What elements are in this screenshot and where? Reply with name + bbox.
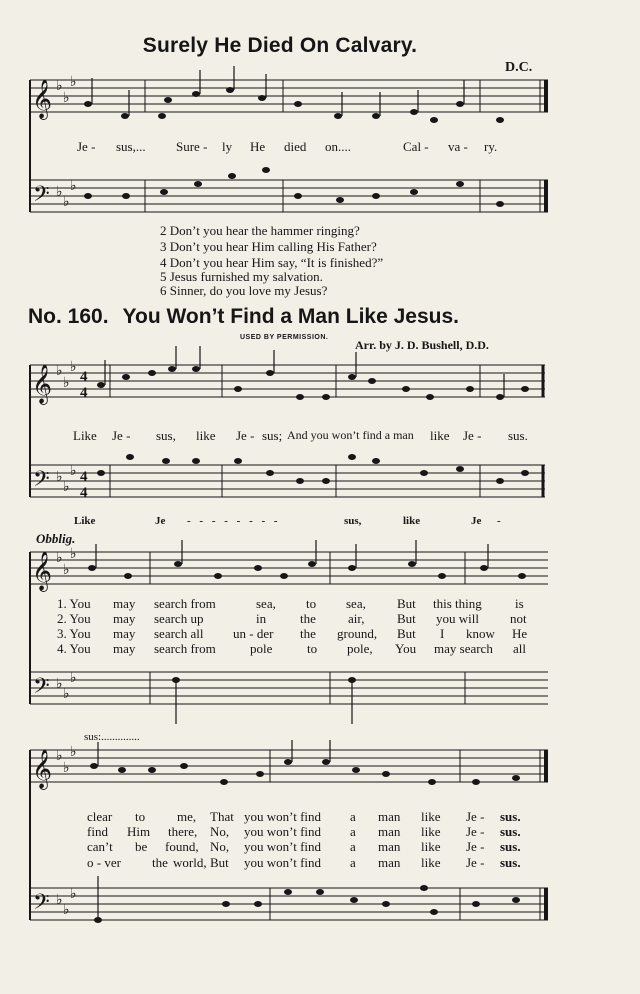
verse-1-col: to: [306, 596, 317, 611]
final-line-4: a: [350, 855, 356, 870]
verse-3-col: search all: [154, 626, 204, 641]
final-line-4: like: [421, 855, 441, 870]
verse-4-col: pole: [250, 641, 273, 656]
bass-clef-icon: 𝄢: [33, 674, 50, 704]
bass-lyric: Je: [155, 515, 166, 527]
verse-line: 3 Don’t you hear Him calling His Father?: [160, 239, 377, 254]
lyric-word: sus,...: [116, 139, 146, 154]
svg-text:♭: ♭: [63, 562, 70, 578]
svg-text:♭: ♭: [56, 78, 63, 94]
lyric-word: Cal -: [403, 139, 429, 154]
bass-clef-icon: 𝄢: [33, 182, 50, 212]
verse-2-col: you will: [436, 611, 479, 626]
final-line-2: sus.: [500, 824, 521, 839]
treble-clef-icon: 𝄞: [32, 749, 53, 789]
final-line-3: be: [135, 839, 148, 854]
svg-text:♭: ♭: [63, 760, 70, 776]
verse-3-col: I: [440, 626, 445, 641]
lyric-word: Je -: [463, 428, 482, 443]
final-line-3: man: [378, 839, 401, 854]
hymn-title-surely: Surely He Died On Calvary.: [142, 34, 418, 57]
verse-1-col: search from: [154, 596, 216, 611]
final-line-4: But: [210, 855, 229, 870]
final-line-2: find: [87, 824, 108, 839]
svg-text:♭: ♭: [70, 744, 77, 760]
bass-lyric: Je: [471, 515, 482, 527]
final-line-3: Je -: [466, 839, 485, 854]
svg-text:4: 4: [80, 469, 88, 485]
verse-2-col: But: [397, 611, 416, 626]
lyric-word: Like: [73, 428, 97, 443]
verse-3-col: un - der: [233, 626, 274, 641]
verse-1-col: may: [113, 596, 136, 611]
bass-lyric: Like: [74, 515, 96, 527]
verse-1-col: this thing: [433, 596, 482, 611]
verse-2-col: the: [300, 611, 316, 626]
final-line-3: No,: [210, 839, 230, 854]
staff-3-bass: [30, 672, 548, 704]
svg-text:♭: ♭: [63, 375, 70, 391]
lyric-word: on....: [325, 139, 351, 154]
svg-text:♭: ♭: [56, 363, 63, 379]
final-line-3: like: [421, 839, 441, 854]
final-line-4: world,: [173, 855, 207, 870]
svg-text:♭: ♭: [63, 194, 70, 210]
treble-clef-icon: 𝄞: [32, 79, 53, 119]
svg-text:♭: ♭: [63, 90, 70, 106]
obbligato-label: Obblig.: [36, 531, 76, 546]
svg-text:♭: ♭: [70, 546, 77, 562]
final-line-1: sus.: [500, 809, 521, 824]
verse-3-col: But: [397, 626, 416, 641]
verse-4-col: You: [395, 641, 417, 656]
verse-4-col: may search: [434, 641, 493, 656]
verse-3-col: know: [466, 626, 495, 641]
lyric-word: va -: [448, 139, 468, 154]
final-line-4: sus.: [500, 855, 521, 870]
final-line-3: sus.: [500, 839, 521, 854]
svg-text:♭: ♭: [56, 748, 63, 764]
verse-3-col: the: [300, 626, 316, 641]
bass-clef-icon: 𝄢: [33, 890, 50, 920]
verse-3-col: He: [512, 626, 528, 641]
verse-4-col: may: [113, 641, 136, 656]
permission-note: USED BY PERMISSION.: [240, 334, 329, 341]
arranger-credit: Arr. by J. D. Bushell, D.D.: [355, 338, 489, 352]
final-line-3: can’t: [87, 839, 113, 854]
final-line-2: a: [350, 824, 356, 839]
svg-text:♭: ♭: [70, 670, 77, 686]
lyric-word: like: [430, 428, 450, 443]
svg-text:4: 4: [80, 385, 88, 401]
bass-lyric: sus,: [344, 515, 362, 527]
svg-text:♭: ♭: [56, 184, 63, 200]
final-line-4: man: [378, 855, 401, 870]
svg-text:♭: ♭: [70, 74, 77, 90]
verse-line: 2 Don’t you hear the hammer ringing?: [160, 223, 360, 238]
lyric-phrase: And you won’t find a man: [287, 428, 414, 442]
key-signature: [56, 74, 77, 918]
lyric-word: Je -: [236, 428, 255, 443]
verse-1-col: But: [397, 596, 416, 611]
verse-1-col: sea,: [346, 596, 366, 611]
final-line-3: found,: [165, 839, 199, 854]
hymn-number: No. 160.: [28, 305, 109, 328]
final-line-1: to: [135, 809, 146, 824]
lyric-word: He: [250, 139, 266, 154]
final-line-2: Him: [127, 824, 151, 839]
svg-text:♭: ♭: [63, 686, 70, 702]
svg-text:4: 4: [80, 369, 88, 385]
treble-clef-icon: 𝄞: [32, 364, 53, 404]
verse-2-col: 2. You: [57, 611, 91, 626]
lyric-word: Je -: [77, 139, 96, 154]
svg-text:♭: ♭: [56, 892, 63, 908]
verse-1-col: sea,: [256, 596, 276, 611]
verse-line: 5 Jesus furnished my salvation.: [160, 269, 323, 284]
staff-1-treble: [30, 80, 548, 112]
lyric-word: sus;: [262, 428, 283, 443]
verse-line: 6 Sinner, do you love my Jesus?: [160, 283, 328, 298]
staff-2-treble: [30, 365, 545, 397]
final-line-2: you won’t find: [244, 824, 322, 839]
verse-1-col: is: [515, 596, 524, 611]
verse-2-col: search up: [154, 611, 204, 626]
lyric-word: died: [284, 139, 307, 154]
final-line-1: man: [378, 809, 401, 824]
svg-text:♭: ♭: [70, 886, 77, 902]
final-line-4: you won’t find: [244, 855, 322, 870]
bass-lyric: like: [403, 515, 421, 527]
bass-clef-icon: 𝄢: [33, 467, 50, 497]
svg-text:♭: ♭: [70, 463, 77, 479]
lyric-word: sus.: [508, 428, 528, 443]
final-line-2: there,: [168, 824, 198, 839]
verse-4-col: pole,: [347, 641, 373, 656]
final-line-1: clear: [87, 809, 113, 824]
verse-3-col: may: [113, 626, 136, 641]
hymn-heading-160: [28, 305, 459, 329]
svg-text:♭: ♭: [56, 469, 63, 485]
verse-4-col: all: [513, 641, 526, 656]
final-line-1: like: [421, 809, 441, 824]
lyric-word: ly: [222, 139, 233, 154]
final-line-1: That: [210, 809, 234, 824]
lyric-word: sus,: [156, 428, 176, 443]
verse-3-col: ground,: [337, 626, 378, 641]
lyric-word: Sure -: [176, 139, 208, 154]
lyric-word: ry.: [484, 139, 498, 154]
svg-text:♭: ♭: [56, 550, 63, 566]
verse-2-col: air,: [348, 611, 365, 626]
svg-text:♭: ♭: [70, 359, 77, 375]
verse-4-col: to: [307, 641, 318, 656]
lyric-word: Je -: [112, 428, 131, 443]
final-line-4: the: [152, 855, 168, 870]
staff-2-bass: [30, 465, 545, 497]
svg-text:♭: ♭: [56, 676, 63, 692]
final-line-2: No,: [210, 824, 230, 839]
dc-marking: D.C.: [505, 60, 533, 75]
final-line-2: Je -: [466, 824, 485, 839]
verse-3-col: 3. You: [57, 626, 91, 641]
svg-text:♭: ♭: [63, 479, 70, 495]
final-line-3: a: [350, 839, 356, 854]
verse-4-col: search from: [154, 641, 216, 656]
bass-lyric: - - - - - - - -: [187, 515, 281, 527]
sus-dotted-label: sus:..............: [84, 731, 140, 743]
verse-1-col: 1. You: [57, 596, 91, 611]
svg-text:♭: ♭: [63, 902, 70, 918]
verse-2-col: in: [256, 611, 267, 626]
verse-2-col: not: [510, 611, 527, 626]
svg-text:4: 4: [80, 485, 88, 501]
staff-4-treble: [30, 750, 548, 782]
verse-4-col: 4. You: [57, 641, 91, 656]
final-line-4: Je -: [466, 855, 485, 870]
final-line-1: you won’t find: [244, 809, 322, 824]
final-line-1: me,: [177, 809, 197, 824]
staff-3-treble: [30, 552, 548, 584]
verse-2-col: may: [113, 611, 136, 626]
final-line-2: like: [421, 824, 441, 839]
hymn-title: You Won’t Find a Man Like Jesus.: [122, 305, 459, 328]
staff-1-bass: [30, 180, 548, 212]
lyric-word: like: [196, 428, 216, 443]
final-line-3: you won’t find: [244, 839, 322, 854]
final-line-1: a: [350, 809, 356, 824]
svg-text:♭: ♭: [70, 178, 77, 194]
final-line-2: man: [378, 824, 401, 839]
bass-lyric: -: [497, 515, 501, 527]
final-line-1: Je -: [466, 809, 485, 824]
verse-line: 4 Don’t you hear Him say, “It is finished?”: [160, 255, 384, 270]
treble-clef-icon: 𝄞: [32, 551, 53, 591]
final-line-4: o - ver: [87, 855, 121, 870]
